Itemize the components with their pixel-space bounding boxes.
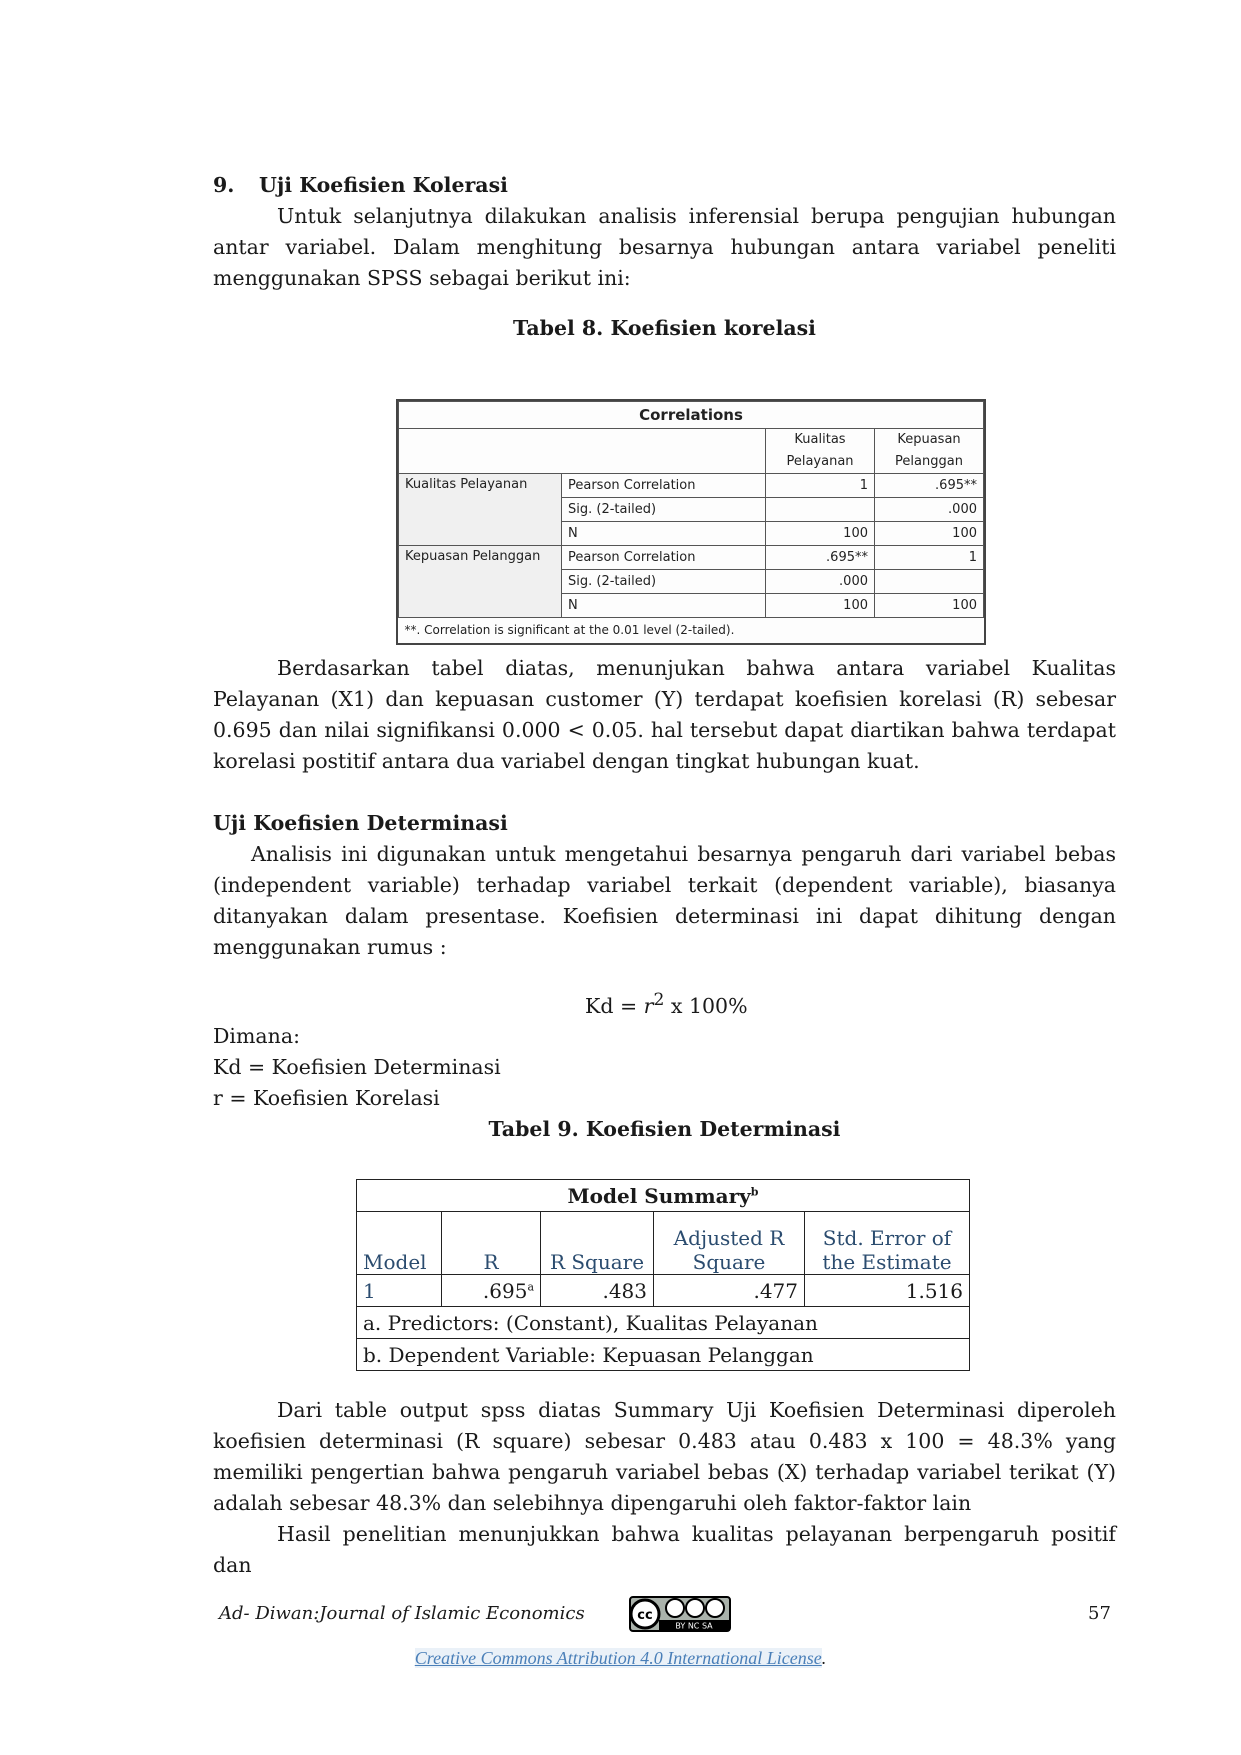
cell-r-square: .483 <box>541 1275 654 1307</box>
stat-label: Pearson Correlation <box>562 474 766 498</box>
stat-label: Sig. (2-tailed) <box>562 498 766 522</box>
definitions <box>213 1021 1116 1145</box>
cell: .000 <box>766 570 875 594</box>
header-model: Model <box>357 1212 442 1275</box>
note-dependent: b. Dependent Variable: Kepuasan Pelanggan <box>357 1339 970 1371</box>
cc-license-icon[interactable] <box>629 1596 731 1632</box>
stat-label: Pearson Correlation <box>562 546 766 570</box>
dimana-label: Dimana: <box>213 1024 300 1048</box>
cell: 100 <box>875 522 984 546</box>
row-label-kualitas: Kualitas Pelayanan <box>399 474 562 546</box>
stat-label: N <box>562 522 766 546</box>
paragraph-after-table8: Berdasarkan tabel diatas, menunjukan bahwa antara variabel Kualitas Pelayanan (X1) dan kepuasan customer (Y) terdapat koefisien korelasi (R) sebesar 0.695 dan nilai signifikansi 0.000 < 0.05. hal tersebut dapat diartikan bahwa terdapat korelasi postitif antara dua variabel dengan tingkat hubungan kuat. <box>213 656 1116 773</box>
table8-caption: Tabel 8. Koefisien korelasi <box>513 316 816 340</box>
header-adjusted: Adjusted R Square <box>654 1212 805 1275</box>
section-heading <box>213 170 1116 201</box>
cell: .695** <box>875 474 984 498</box>
row-label-kepuasan: Kepuasan Pelanggan <box>399 546 562 618</box>
cell-r: .695$^a$ <box>442 1275 541 1307</box>
intro-paragraph: Untuk selanjutnya dilakukan analisis inferensial berupa pengujian hubungan antar variabel. Dalam menghitung besarnya hubungan antara variabel peneliti menggunakan SPSS sebagai berikut ini: <box>213 204 1116 290</box>
model-summary-title: Model Summary$^b$ <box>357 1180 970 1212</box>
cell: .695** <box>766 546 875 570</box>
cell-std-error: 1.516 <box>805 1275 970 1307</box>
paragraph-after-table9: Dari table output spss diatas Summary Uji Koefisien Determinasi diperoleh koefisien determinasi (R square) sebesar 0.483 atau 0.483 x 100 = 48.3% yang memiliki pengertian bahwa pengaruh variabel bebas (X) terhadap variabel terikat (Y) adalah sebesar 48.3% dan selebihnya dipengaruhi oleh faktor-faktor lain <box>213 1398 1116 1515</box>
note-predictors: a. Predictors: (Constant), Kualitas Pelayanan <box>357 1307 970 1339</box>
cell: 100 <box>766 522 875 546</box>
license-line: Creative Commons Attribution 4.0 International License. <box>414 1648 827 1668</box>
cell: 100 <box>766 594 875 618</box>
page-number: 57 <box>1088 1603 1111 1624</box>
formula: $Kd = r^2$ x 100% <box>585 990 748 1018</box>
header-r: R <box>442 1212 541 1275</box>
header-r-square: R Square <box>541 1212 654 1275</box>
page-content-2 <box>213 653 1116 963</box>
col-header-kepuasan: Kepuasan Pelanggan <box>875 429 984 474</box>
svg-text:cc: cc <box>637 1608 653 1623</box>
model-summary-table <box>356 1179 970 1371</box>
page-content-3 <box>213 1395 1116 1581</box>
definition-kd: Kd = Koefisien Determinasi <box>213 1055 501 1079</box>
cell: 100 <box>875 594 984 618</box>
paragraph-last: Hasil penelitian menunjukkan bahwa kualitas pelayanan berpengaruh positif dan <box>213 1522 1116 1577</box>
table9-caption: Tabel 9. Koefisien Determinasi <box>488 1117 841 1141</box>
formula-exponent: 2 <box>653 990 665 1010</box>
cell: 1 <box>766 474 875 498</box>
stat-label: Sig. (2-tailed) <box>562 570 766 594</box>
page-content <box>213 170 1116 344</box>
determinasi-heading: Uji Koefisien Determinasi <box>213 811 508 835</box>
cell-model: 1 <box>357 1275 442 1307</box>
correlations-title: Correlations <box>399 402 984 429</box>
section-number: 9. <box>213 173 235 197</box>
header-std-error: Std. Error of the Estimate <box>805 1212 970 1275</box>
col-header-kualitas: Kualitas Pelayanan <box>766 429 875 474</box>
footer-journal-name: Ad- Diwan:Journal of Islamic Economics <box>219 1603 585 1624</box>
stat-label: N <box>562 594 766 618</box>
cell: 1 <box>875 546 984 570</box>
determinasi-paragraph: Analisis ini digunakan untuk mengetahui besarnya pengaruh dari variabel bebas (independent variable) terhadap variabel terkait (dependent variable), biasanya ditanyakan dalam presentase. Koefisien determinasi ini dapat dihitung dengan menggunakan rumus : <box>213 842 1116 959</box>
correlations-table <box>396 399 986 645</box>
formula-variable: r <box>643 993 654 1018</box>
cell: .000 <box>875 498 984 522</box>
cell-adjusted: .477 <box>654 1275 805 1307</box>
svg-text:BY NC SA: BY NC SA <box>675 1621 713 1631</box>
license-link[interactable]: Creative Commons Attribution 4.0 International License <box>414 1648 822 1668</box>
definition-r: r = Koefisien Korelasi <box>213 1086 440 1110</box>
correlations-footnote: **. Correlation is significant at the 0.01 level (2-tailed). <box>399 618 984 642</box>
cell <box>875 570 984 594</box>
section-title: Uji Koefisien Kolerasi <box>259 173 508 197</box>
cell <box>766 498 875 522</box>
